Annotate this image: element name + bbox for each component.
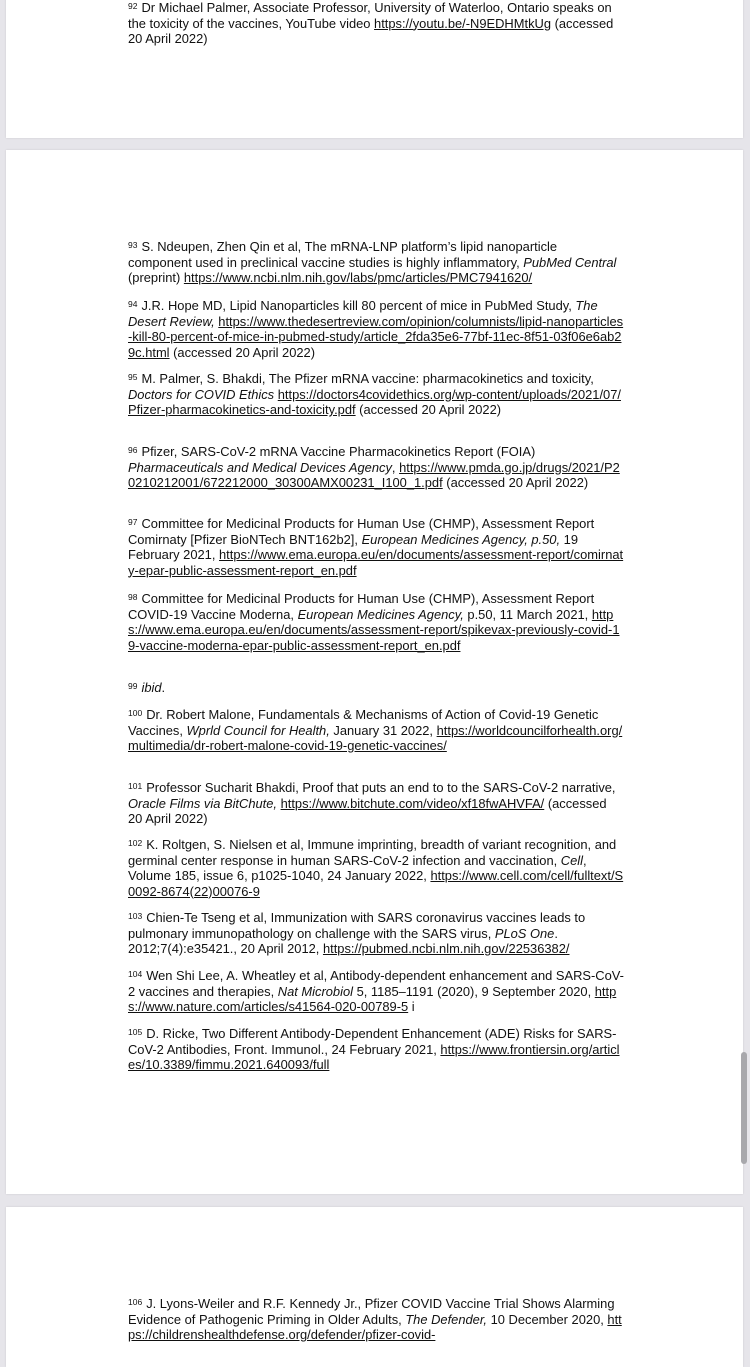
document-page [6, 150, 743, 1194]
footnote-link[interactable]: https://www.ema.europa.eu/en/documents/assessment-report/comirnaty-epar-public-assessment-report_en.pdf [128, 547, 624, 578]
footnote-link[interactable]: https://worldcouncilforhealth.org/multimedia/dr-robert-malone-covid-19-genetic-vaccines/ [128, 722, 623, 753]
footnote-link[interactable]: https://youtu.be/-N9EDHMtkUg [374, 15, 551, 31]
footnote-link[interactable]: https://www.thedesertreview.com/opinion/columnists/lipid-nanoparticles-kill-80-percent-of-mice-in-pubmed-study/article_2fda35e6-77bf-11ec-8f51-03f06e6ab29c.html [128, 313, 624, 360]
footnote-96: $^{96}$ Pfizer, SARS-CoV-2 mRNA Vaccine Pharmacokinetics Report (FOIA) Pharmaceuticals and Medical Devices Agency, https://www.pmda.go.jp/drugs/2021/P20210212001/672212000_30300AMX00231_I100_1.pdf (accessed 20 April 2022) [128, 444, 620, 490]
footnote-105: $^{105}$ D. Ricke, Two Different Antibody-Dependent Enhancement (ADE) Risks for SARS-CoV-2 Antibodies, Front. Immunol., 24 February 2021, https://www.frontiersin.org/articles/10.3389/fimmu.2021.640093/full [128, 1026, 620, 1072]
footnote-92: $^{92}$ Dr Michael Palmer, Associate Professor, University of Waterloo, Ontario speaks on the toxicity of the vaccines, YouTube video https://youtu.be/-N9EDHMtkUg (accessed 20 April 2022) [128, 0, 614, 46]
document-page [6, 0, 743, 138]
footnote-link[interactable]: https://doctors4covidethics.org/wp-content/uploads/2021/07/Pfizer-pharmacokinetics-and-toxicity.pdf [128, 386, 621, 417]
footnote-94: $^{94}$ J.R. Hope MD, Lipid Nanoparticles kill 80 percent of mice in PubMed Study, The Desert Review, https://www.thedesertreview.com/opinion/columnists/lipid-nanoparticles-kill-80-percent-of-mice-in-pubmed-study/article_2fda35e6-77bf-11ec-8f51-03f06e6ab29c.html (accessed 20 April 2022) [128, 298, 624, 360]
footnote-97: $^{97}$ Committee for Medicinal Products for Human Use (CHMP), Assessment Report Comirnaty [Pfizer BioNTech BNT162b2], European Medicines Agency, p.50, 19 February 2021, https://www.ema.europa.eu/en/documents/assessment-report/comirnaty-epar-public-assessment-report_en.pdf [128, 516, 624, 578]
footnote-95: $^{95}$ M. Palmer, S. Bhakdi, The Pfizer mRNA vaccine: pharmacokinetics and toxicity, Doctors for COVID Ethics https://doctors4covidethics.org/wp-content/uploads/2021/07/Pfizer-pharmacokinetics-and-toxicity.pdf (accessed 20 April 2022) [128, 371, 621, 417]
footnote-link[interactable]: https://www.pmda.go.jp/drugs/2021/P20210212001/672212000_30300AMX00231_I100_1.pdf [128, 459, 620, 490]
footnote-93: $^{93}$ S. Ndeupen, Zhen Qin et al, The mRNA-LNP platform’s lipid nanoparticle component used in preclinical vaccine studies is highly inflammatory, PubMed Central (preprint) https://www.ncbi.nlm.nih.gov/labs/pmc/articles/PMC7941620/ [128, 239, 617, 285]
footnote-link[interactable]: https://www.cell.com/cell/fulltext/S0092-8674(22)00076-9 [128, 868, 624, 899]
footnote-98: $^{98}$ Committee for Medicinal Products for Human Use (CHMP), Assessment Report COVID-19 Vaccine Moderna, European Medicines Agency, p.50, 11 March 2021, https://www.ema.europa.eu/en/documents/assessment-report/spikevax-previously-covid-19-vaccine-moderna-epar-public-assessment-report_en.pdf [128, 591, 620, 653]
footnote-101: $^{101}$ Professor Sucharit Bhakdi, Proof that puts an end to to the SARS-CoV-2 narrative, Oracle Films via BitChute, https://www.bitchute.com/video/xf18fwAHVFA/ (accessed 20 April 2022) [128, 780, 616, 826]
footnote-100: $^{100}$ Dr. Robert Malone, Fundamentals & Mechanisms of Action of Covid-19 Genetic Vaccines, Wprld Council for Health, January 31 2022, https://worldcouncilforhealth.org/multimedia/dr-robert-malone-covid-19-genetic-vaccines/ [128, 707, 623, 753]
footnote-link[interactable]: https://www.nature.com/articles/s41564-020-00789-5 [128, 983, 617, 1014]
footnote-99: $^{99}$ ibid. [128, 680, 166, 695]
document-page [6, 1207, 743, 1367]
footnote-104: $^{104}$ Wen Shi Lee, A. Wheatley et al, Antibody-dependent enhancement and SARS-CoV-2 vaccines and therapies, Nat Microbiol 5, 1185–1191 (2020), 9 September 2020, https://www.nature.com/articles/s41564-020-00789-5 i [128, 968, 624, 1014]
footnote-link[interactable]: https://www.ncbi.nlm.nih.gov/labs/pmc/articles/PMC7941620/ [183, 270, 533, 285]
footnote-link[interactable]: https://www.bitchute.com/video/xf18fwAHVFA/ [280, 795, 545, 811]
footnote-link[interactable]: https://pubmed.ncbi.nlm.nih.gov/22536382/ [322, 941, 570, 956]
footnote-link[interactable]: https://childrenshealthdefense.org/defender/pfizer-covid- [128, 1311, 622, 1342]
footnote-103: $^{103}$ Chien-Te Tseng et al, Immunization with SARS coronavirus vaccines leads to pulmonary immunopathology on challenge with the SARS virus, PLoS One. 2012;7(4):e35421., 20 April 2012, https://pubmed.ncbi.nlm.nih.gov/22536382/ [128, 910, 586, 956]
scrollbar-thumb[interactable] [741, 1052, 747, 1164]
footnote-106: $^{106}$ J. Lyons-Weiler and R.F. Kennedy Jr., Pfizer COVID Vaccine Trial Shows Alarming Evidence of Pathogenic Priming in Older Adults, The Defender, 10 December 2020, https://childrenshealthdefense.org/defender/pfizer-covid- [128, 1296, 622, 1342]
footnote-link[interactable]: https://www.ema.europa.eu/en/documents/assessment-report/spikevax-previously-covid-19-vaccine-moderna-epar-public-assessment-report_en.pdf [128, 606, 620, 653]
footnote-102: $^{102}$ K. Roltgen, S. Nielsen et al, Immune imprinting, breadth of variant recognition, and germinal center response in human SARS-CoV-2 infection and vaccination, Cell, Volume 185, issue 6, p1025-1040, 24 January 2022, https://www.cell.com/cell/fulltext/S0092-8674(22)00076-9 [128, 837, 624, 899]
footnote-link[interactable]: https://www.frontiersin.org/articles/10.3389/fimmu.2021.640093/full [128, 1041, 620, 1072]
